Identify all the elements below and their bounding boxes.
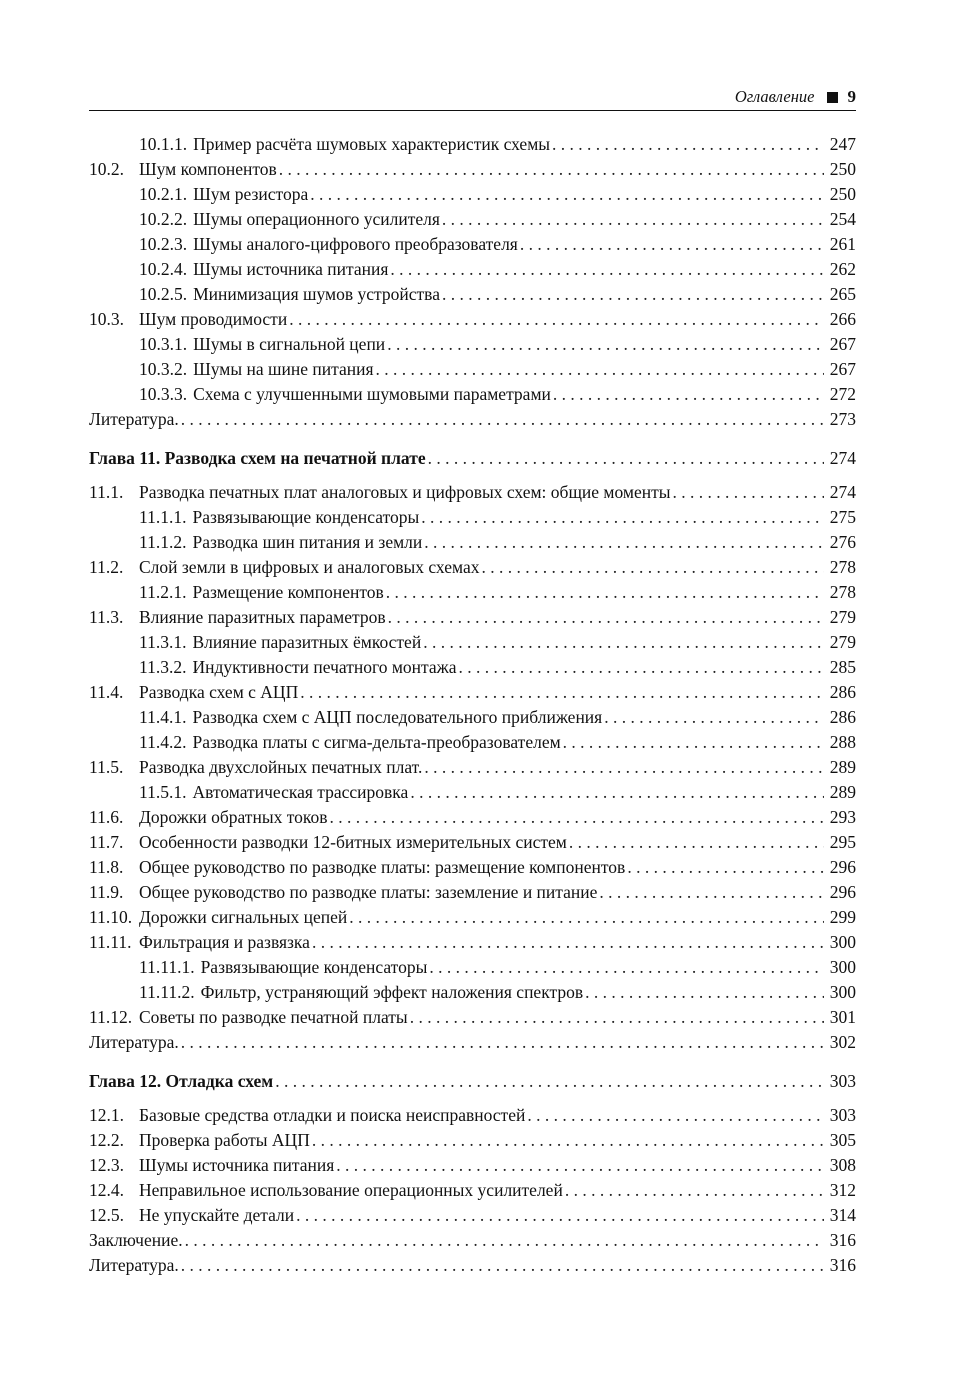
dot-leader bbox=[604, 705, 824, 730]
toc-entry-title: Разводка платы с сигма-дельта-преобразователем bbox=[192, 732, 561, 752]
toc-entry-page: 262 bbox=[829, 259, 856, 279]
dot-leader bbox=[565, 1178, 824, 1203]
toc-entry-number: 12.3. bbox=[89, 1155, 124, 1175]
toc-entry-page: 295 bbox=[829, 832, 856, 852]
toc-entry-page: 305 bbox=[829, 1130, 856, 1150]
toc-entry[interactable] bbox=[89, 980, 856, 1005]
toc-entry-number: 12.5. bbox=[89, 1205, 124, 1225]
toc-entry-title: Неправильное использование операционных усилителей bbox=[139, 1180, 563, 1200]
toc-entry[interactable] bbox=[89, 530, 856, 555]
dot-leader bbox=[424, 530, 823, 555]
toc-entry-title: Шумы операционного усилителя bbox=[193, 209, 440, 229]
dot-leader bbox=[349, 905, 823, 930]
dot-leader bbox=[279, 157, 824, 182]
toc-entry-number: 11.7. bbox=[89, 832, 124, 852]
toc-entry-number: 11.4.1. bbox=[139, 707, 187, 727]
toc-entry-number: 11.11.1. bbox=[139, 957, 195, 977]
toc-entry-number: 10.3.1. bbox=[139, 334, 188, 354]
toc-entry-page: 254 bbox=[829, 209, 856, 229]
dot-leader bbox=[442, 282, 824, 307]
running-header bbox=[89, 84, 856, 111]
dot-leader bbox=[520, 232, 824, 257]
toc-entry-title: Влияние паразитных параметров bbox=[139, 607, 386, 627]
dot-leader bbox=[459, 655, 824, 680]
toc-entry-page: 299 bbox=[829, 907, 856, 927]
toc-entry[interactable] bbox=[89, 855, 856, 880]
toc-entry-number: 11.3.1. bbox=[139, 632, 187, 652]
toc-entry-title: Разводка шин питания и земли bbox=[192, 532, 423, 552]
toc-entry-page: 314 bbox=[829, 1205, 856, 1225]
toc-entry[interactable] bbox=[89, 830, 856, 855]
toc-entry-title: Разводка двухслойных печатных плат. bbox=[139, 757, 423, 777]
toc-entry[interactable] bbox=[89, 257, 856, 282]
toc-entry-page: 274 bbox=[829, 448, 856, 468]
toc-entry-number: 10.3. bbox=[89, 309, 124, 329]
toc-entry-page: 289 bbox=[829, 757, 856, 777]
toc-entry-number: 10.2.3. bbox=[139, 234, 188, 254]
toc-entry-number: 11.6. bbox=[89, 807, 124, 827]
toc-entry-title: Развязывающие конденсаторы bbox=[200, 957, 428, 977]
toc-entry[interactable] bbox=[89, 630, 856, 655]
toc-entry-title: Разводка схем с АЦП bbox=[139, 682, 299, 702]
toc-entry-page: 312 bbox=[829, 1180, 856, 1200]
toc-entry-page: 278 bbox=[829, 557, 856, 577]
toc-entry[interactable] bbox=[89, 157, 856, 182]
toc-entry-title: Шумы на шине питания bbox=[193, 359, 374, 379]
toc-entry-page: 276 bbox=[829, 532, 856, 552]
toc-entry-title: Глава 11. Разводка схем на печатной плате bbox=[89, 448, 426, 468]
toc-entry-number: 11.8. bbox=[89, 857, 124, 877]
toc-entry[interactable] bbox=[89, 805, 856, 830]
toc-entry[interactable] bbox=[89, 1203, 856, 1228]
toc-entry[interactable] bbox=[89, 955, 856, 980]
dot-leader bbox=[181, 1030, 824, 1055]
toc-entry[interactable] bbox=[89, 780, 856, 805]
toc-entry[interactable] bbox=[89, 357, 856, 382]
dot-leader bbox=[376, 357, 824, 382]
toc-entry-page: 266 bbox=[829, 309, 856, 329]
toc-entry-page: 293 bbox=[829, 807, 856, 827]
toc-entry[interactable] bbox=[89, 480, 856, 505]
toc-entry-number: 12.2. bbox=[89, 1130, 124, 1150]
dot-leader bbox=[388, 605, 824, 630]
toc-entry[interactable] bbox=[89, 580, 856, 605]
dot-leader bbox=[181, 1253, 824, 1278]
dot-leader bbox=[569, 830, 824, 855]
toc-entry-title: Шум компонентов bbox=[139, 159, 277, 179]
toc-entry[interactable] bbox=[89, 555, 856, 580]
dot-leader bbox=[673, 480, 824, 505]
toc-entry-number: 10.2.1. bbox=[139, 184, 188, 204]
toc-entry[interactable] bbox=[89, 605, 856, 630]
toc-entry-title: Базовые средства отладки и поиска неисправностей bbox=[139, 1105, 526, 1125]
toc-entry-title: Общее руководство по разводке платы: заземление и питание bbox=[139, 882, 598, 902]
toc-entry-number: 11.10. bbox=[89, 907, 133, 927]
dot-leader bbox=[387, 332, 824, 357]
toc-entry-number: 11.11. bbox=[89, 932, 132, 952]
toc-entry-page: 308 bbox=[829, 1155, 856, 1175]
toc-entry-title: Слой земли в цифровых и аналоговых схемах bbox=[139, 557, 480, 577]
toc-entry-title: Шумы аналого-цифрового преобразователя bbox=[193, 234, 518, 254]
toc-entry-page: 316 bbox=[829, 1255, 856, 1275]
toc-entry-title: Разводка печатных плат аналоговых и цифровых схем: общие моменты bbox=[139, 482, 671, 502]
toc-entry-number: 11.5. bbox=[89, 757, 124, 777]
toc-entry[interactable] bbox=[89, 382, 856, 407]
toc-entry-page: 278 bbox=[829, 582, 856, 602]
toc-entry-title: Литература. bbox=[89, 1032, 179, 1052]
toc-entry-page: 296 bbox=[829, 857, 856, 877]
toc-entry[interactable] bbox=[89, 332, 856, 357]
toc-entry-number: 11.9. bbox=[89, 882, 124, 902]
toc-entry[interactable] bbox=[89, 1005, 856, 1030]
toc-entry-page: 286 bbox=[829, 682, 856, 702]
dot-leader bbox=[563, 730, 824, 755]
toc-entry-title: Минимизация шумов устройства bbox=[193, 284, 440, 304]
toc-chapter-entry[interactable] bbox=[89, 446, 856, 471]
toc-entry-title: Шум проводимости bbox=[139, 309, 288, 329]
toc-entry-page: 316 bbox=[829, 1230, 856, 1250]
toc-entry-number: 10.2.4. bbox=[139, 259, 188, 279]
toc-entry[interactable] bbox=[89, 880, 856, 905]
toc-entry-title: Развязывающие конденсаторы bbox=[192, 507, 420, 527]
toc-entry[interactable] bbox=[89, 730, 856, 755]
dot-leader bbox=[421, 505, 824, 530]
toc-entry-number: 11.4. bbox=[89, 682, 124, 702]
toc-entry-title: Размещение компонентов bbox=[192, 582, 384, 602]
toc-entry-title: Советы по разводке печатной платы bbox=[139, 1007, 408, 1027]
toc-entry-page: 300 bbox=[829, 932, 856, 952]
page-number: 9 bbox=[847, 87, 856, 106]
dot-leader bbox=[424, 755, 823, 780]
dot-leader bbox=[330, 805, 824, 830]
toc-entry-number: 11.4.2. bbox=[139, 732, 187, 752]
toc-entry-page: 296 bbox=[829, 882, 856, 902]
square-icon bbox=[827, 92, 838, 103]
toc-entry-title: Литература. bbox=[89, 1255, 179, 1275]
dot-leader bbox=[312, 1128, 824, 1153]
toc-entry-number: 10.3.3. bbox=[139, 384, 188, 404]
toc-entry-page: 279 bbox=[829, 632, 856, 652]
toc-entry[interactable] bbox=[89, 680, 856, 705]
toc-entry-title: Заключение. bbox=[89, 1230, 183, 1250]
dot-leader bbox=[429, 955, 823, 980]
toc-entry-number: 11.3. bbox=[89, 607, 124, 627]
dot-leader bbox=[181, 407, 824, 432]
toc-entry-number: 11.12. bbox=[89, 1007, 133, 1027]
toc-entry-page: 279 bbox=[829, 607, 856, 627]
toc-entry[interactable] bbox=[89, 705, 856, 730]
toc-entry[interactable] bbox=[89, 207, 856, 232]
toc-entry[interactable] bbox=[89, 905, 856, 930]
toc-entry-number: 10.2.5. bbox=[139, 284, 188, 304]
dot-leader bbox=[481, 555, 823, 580]
toc-entry-number: 10.2. bbox=[89, 159, 124, 179]
toc-entry-page: 272 bbox=[829, 384, 856, 404]
toc-entry[interactable] bbox=[89, 407, 856, 432]
toc-entry-number: 10.2.2. bbox=[139, 209, 188, 229]
toc-entry-page: 265 bbox=[829, 284, 856, 304]
dot-leader bbox=[553, 382, 824, 407]
toc-entry[interactable] bbox=[89, 1228, 856, 1253]
toc-entry-number: 11.1.2. bbox=[139, 532, 187, 552]
toc-entry-title: Пример расчёта шумовых характеристик схемы bbox=[193, 134, 551, 154]
toc-entry-page: 289 bbox=[829, 782, 856, 802]
toc-entry-page: 285 bbox=[829, 657, 856, 677]
toc-entry-title: Шум резистора bbox=[193, 184, 309, 204]
toc-entry-page: 273 bbox=[829, 409, 856, 429]
toc-entry[interactable] bbox=[89, 1103, 856, 1128]
toc-entry[interactable] bbox=[89, 282, 856, 307]
toc-entry-page: 274 bbox=[829, 482, 856, 502]
toc-entry[interactable] bbox=[89, 755, 856, 780]
toc-entry-title: Шумы источника питания bbox=[139, 1155, 335, 1175]
dot-leader bbox=[627, 855, 823, 880]
toc-entry[interactable] bbox=[89, 505, 856, 530]
header-content bbox=[735, 87, 856, 107]
toc-entry-title: Разводка схем с АЦП последовательного приближения bbox=[192, 707, 603, 727]
toc-entry-number: 11.2.1. bbox=[139, 582, 187, 602]
toc-entry-title: Автоматическая трассировка bbox=[192, 782, 409, 802]
dot-leader bbox=[585, 980, 824, 1005]
dot-leader bbox=[310, 182, 824, 207]
toc-entry-page: 303 bbox=[829, 1105, 856, 1125]
toc-entry[interactable] bbox=[89, 1128, 856, 1153]
toc-entry-number: 11.3.2. bbox=[139, 657, 187, 677]
toc-entry-number: 11.1.1. bbox=[139, 507, 187, 527]
toc-entry-title: Литература. bbox=[89, 409, 179, 429]
dot-leader bbox=[552, 132, 824, 157]
dot-leader bbox=[386, 580, 824, 605]
dot-leader bbox=[296, 1203, 824, 1228]
toc-entry[interactable] bbox=[89, 930, 856, 955]
dot-leader bbox=[289, 307, 824, 332]
toc-entry-page: 275 bbox=[829, 507, 856, 527]
toc-entry[interactable] bbox=[89, 1178, 856, 1203]
dot-leader bbox=[312, 930, 824, 955]
toc-entry-number: 11.5.1. bbox=[139, 782, 187, 802]
toc-entry[interactable] bbox=[89, 655, 856, 680]
toc-entry-page: 288 bbox=[829, 732, 856, 752]
dot-leader bbox=[527, 1103, 823, 1128]
toc-entry-title: Индуктивности печатного монтажа bbox=[192, 657, 457, 677]
toc-entry-page: 247 bbox=[829, 134, 856, 154]
toc-entry-title: Не упускайте детали bbox=[139, 1205, 295, 1225]
toc-entry-page: 261 bbox=[829, 234, 856, 254]
dot-leader bbox=[410, 780, 823, 805]
toc-entry-title: Особенности разводки 12-битных измерительных систем bbox=[139, 832, 567, 852]
dot-leader bbox=[185, 1228, 824, 1253]
dot-leader bbox=[300, 680, 824, 705]
dot-leader bbox=[599, 880, 823, 905]
toc-entry-title: Шумы источника питания bbox=[193, 259, 389, 279]
toc-entry[interactable] bbox=[89, 1153, 856, 1178]
toc-entry-page: 267 bbox=[829, 359, 856, 379]
dot-leader bbox=[410, 1005, 824, 1030]
toc-entry-number: 11.1. bbox=[89, 482, 124, 502]
toc-entry-title: Проверка работы АЦП bbox=[139, 1130, 310, 1150]
toc-entry-page: 286 bbox=[829, 707, 856, 727]
toc-entry-title: Влияние паразитных ёмкостей bbox=[192, 632, 422, 652]
toc-entry-page: 302 bbox=[829, 1032, 856, 1052]
toc-entry-title: Общее руководство по разводке платы: размещение компонентов bbox=[139, 857, 626, 877]
dot-leader bbox=[428, 446, 824, 471]
toc-entry[interactable] bbox=[89, 182, 856, 207]
header-title: Оглавление bbox=[734, 87, 815, 106]
toc-entry-number: 10.1.1. bbox=[139, 134, 188, 154]
toc-entry-page: 300 bbox=[829, 982, 856, 1002]
dot-leader bbox=[336, 1153, 823, 1178]
toc-entry-number: 11.2. bbox=[89, 557, 124, 577]
toc-entry-title: Фильтрация и развязка bbox=[139, 932, 310, 952]
toc-entry-title: Фильтр, устраняющий эффект наложения спектров bbox=[200, 982, 584, 1002]
dot-leader bbox=[275, 1069, 824, 1094]
dot-leader bbox=[442, 207, 824, 232]
toc-entry-title: Дорожки обратных токов bbox=[139, 807, 328, 827]
toc-entry-page: 303 bbox=[829, 1071, 856, 1091]
toc-entry-title: Шумы в сигнальной цепи bbox=[193, 334, 386, 354]
toc-entry[interactable] bbox=[89, 1030, 856, 1055]
toc-entry[interactable] bbox=[89, 232, 856, 257]
toc-entry-page: 267 bbox=[829, 334, 856, 354]
toc-entry-title: Дорожки сигнальных цепей bbox=[139, 907, 348, 927]
toc-entry-number: 10.3.2. bbox=[139, 359, 188, 379]
toc-entry-number: 12.4. bbox=[89, 1180, 124, 1200]
toc-entry[interactable] bbox=[89, 132, 856, 157]
dot-leader bbox=[423, 630, 824, 655]
toc-chapter-entry[interactable] bbox=[89, 1069, 856, 1094]
toc-entry-number: 12.1. bbox=[89, 1105, 124, 1125]
toc-entry-page: 300 bbox=[829, 957, 856, 977]
toc-entry-title: Схема с улучшенными шумовыми параметрами bbox=[193, 384, 551, 404]
toc-entry[interactable] bbox=[89, 1253, 856, 1278]
toc-entry-title: Глава 12. Отладка схем bbox=[89, 1071, 274, 1091]
toc-entry-page: 301 bbox=[829, 1007, 856, 1027]
toc-entry[interactable] bbox=[89, 307, 856, 332]
toc-entry-number: 11.11.2. bbox=[139, 982, 195, 1002]
dot-leader bbox=[390, 257, 823, 282]
toc-entry-page: 250 bbox=[829, 159, 856, 179]
table-of-contents bbox=[89, 132, 856, 1278]
toc-entry-page: 250 bbox=[829, 184, 856, 204]
